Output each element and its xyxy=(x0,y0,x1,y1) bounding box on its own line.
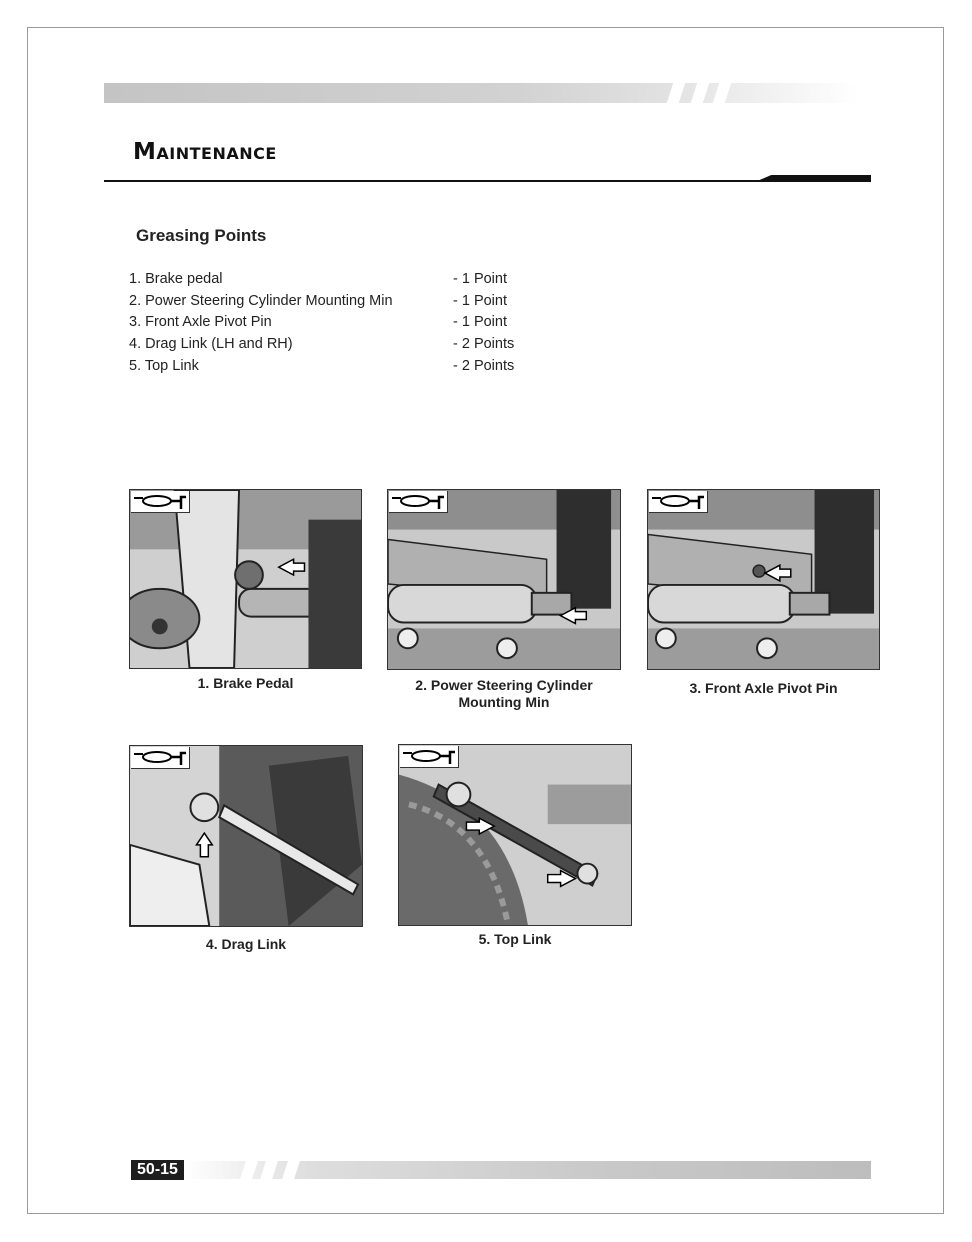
grease-gun-icon xyxy=(131,747,190,769)
figure-caption: 1. Brake Pedal xyxy=(197,675,294,691)
point-name: 4. Drag Link (LH and RH) xyxy=(129,336,293,353)
page-number: 50-15 xyxy=(131,1160,184,1180)
point-count: - 1 Point xyxy=(453,292,507,309)
title-rule-tab xyxy=(755,175,871,182)
figure-top-link xyxy=(398,744,632,926)
power-steering-illustration xyxy=(388,490,620,669)
grease-gun-icon xyxy=(131,491,190,513)
figure-caption: 3. Front Axle Pivot Pin xyxy=(689,680,838,696)
figure-drag-link xyxy=(129,745,363,927)
grease-gun-icon xyxy=(389,491,448,513)
point-count: - 2 Points xyxy=(453,357,515,374)
top-link-illustration xyxy=(399,745,631,925)
header-band xyxy=(104,83,859,103)
drag-link-illustration xyxy=(130,746,362,926)
figure-caption: 4. Drag Link xyxy=(205,936,287,952)
grease-gun-icon xyxy=(400,746,459,768)
point-name: 1. Brake pedal xyxy=(129,271,223,287)
point-name: 3. Front Axle Pivot Pin xyxy=(129,314,272,331)
figure-brake-pedal xyxy=(129,489,362,669)
point-count: - 1 Point xyxy=(453,271,507,287)
figure-front-axle-pivot-pin xyxy=(647,489,880,670)
figure-caption: 5. Top Link xyxy=(478,931,552,947)
page-title: Maintenance xyxy=(133,139,277,165)
point-count: - 1 Point xyxy=(453,314,507,331)
point-name: 5. Top Link xyxy=(129,357,199,374)
figure-power-steering-cylinder xyxy=(387,489,621,670)
point-count: - 2 Points xyxy=(453,336,515,353)
front-axle-illustration xyxy=(648,490,879,669)
footer-band xyxy=(185,1161,871,1179)
figure-caption: 2. Power Steering Cylinder Mounting Min xyxy=(415,677,593,710)
grease-gun-icon xyxy=(649,491,708,513)
point-name: 2. Power Steering Cylinder Mounting Min xyxy=(129,292,393,309)
brake-pedal-illustration xyxy=(130,490,361,668)
section-title: Greasing Points xyxy=(136,226,267,245)
